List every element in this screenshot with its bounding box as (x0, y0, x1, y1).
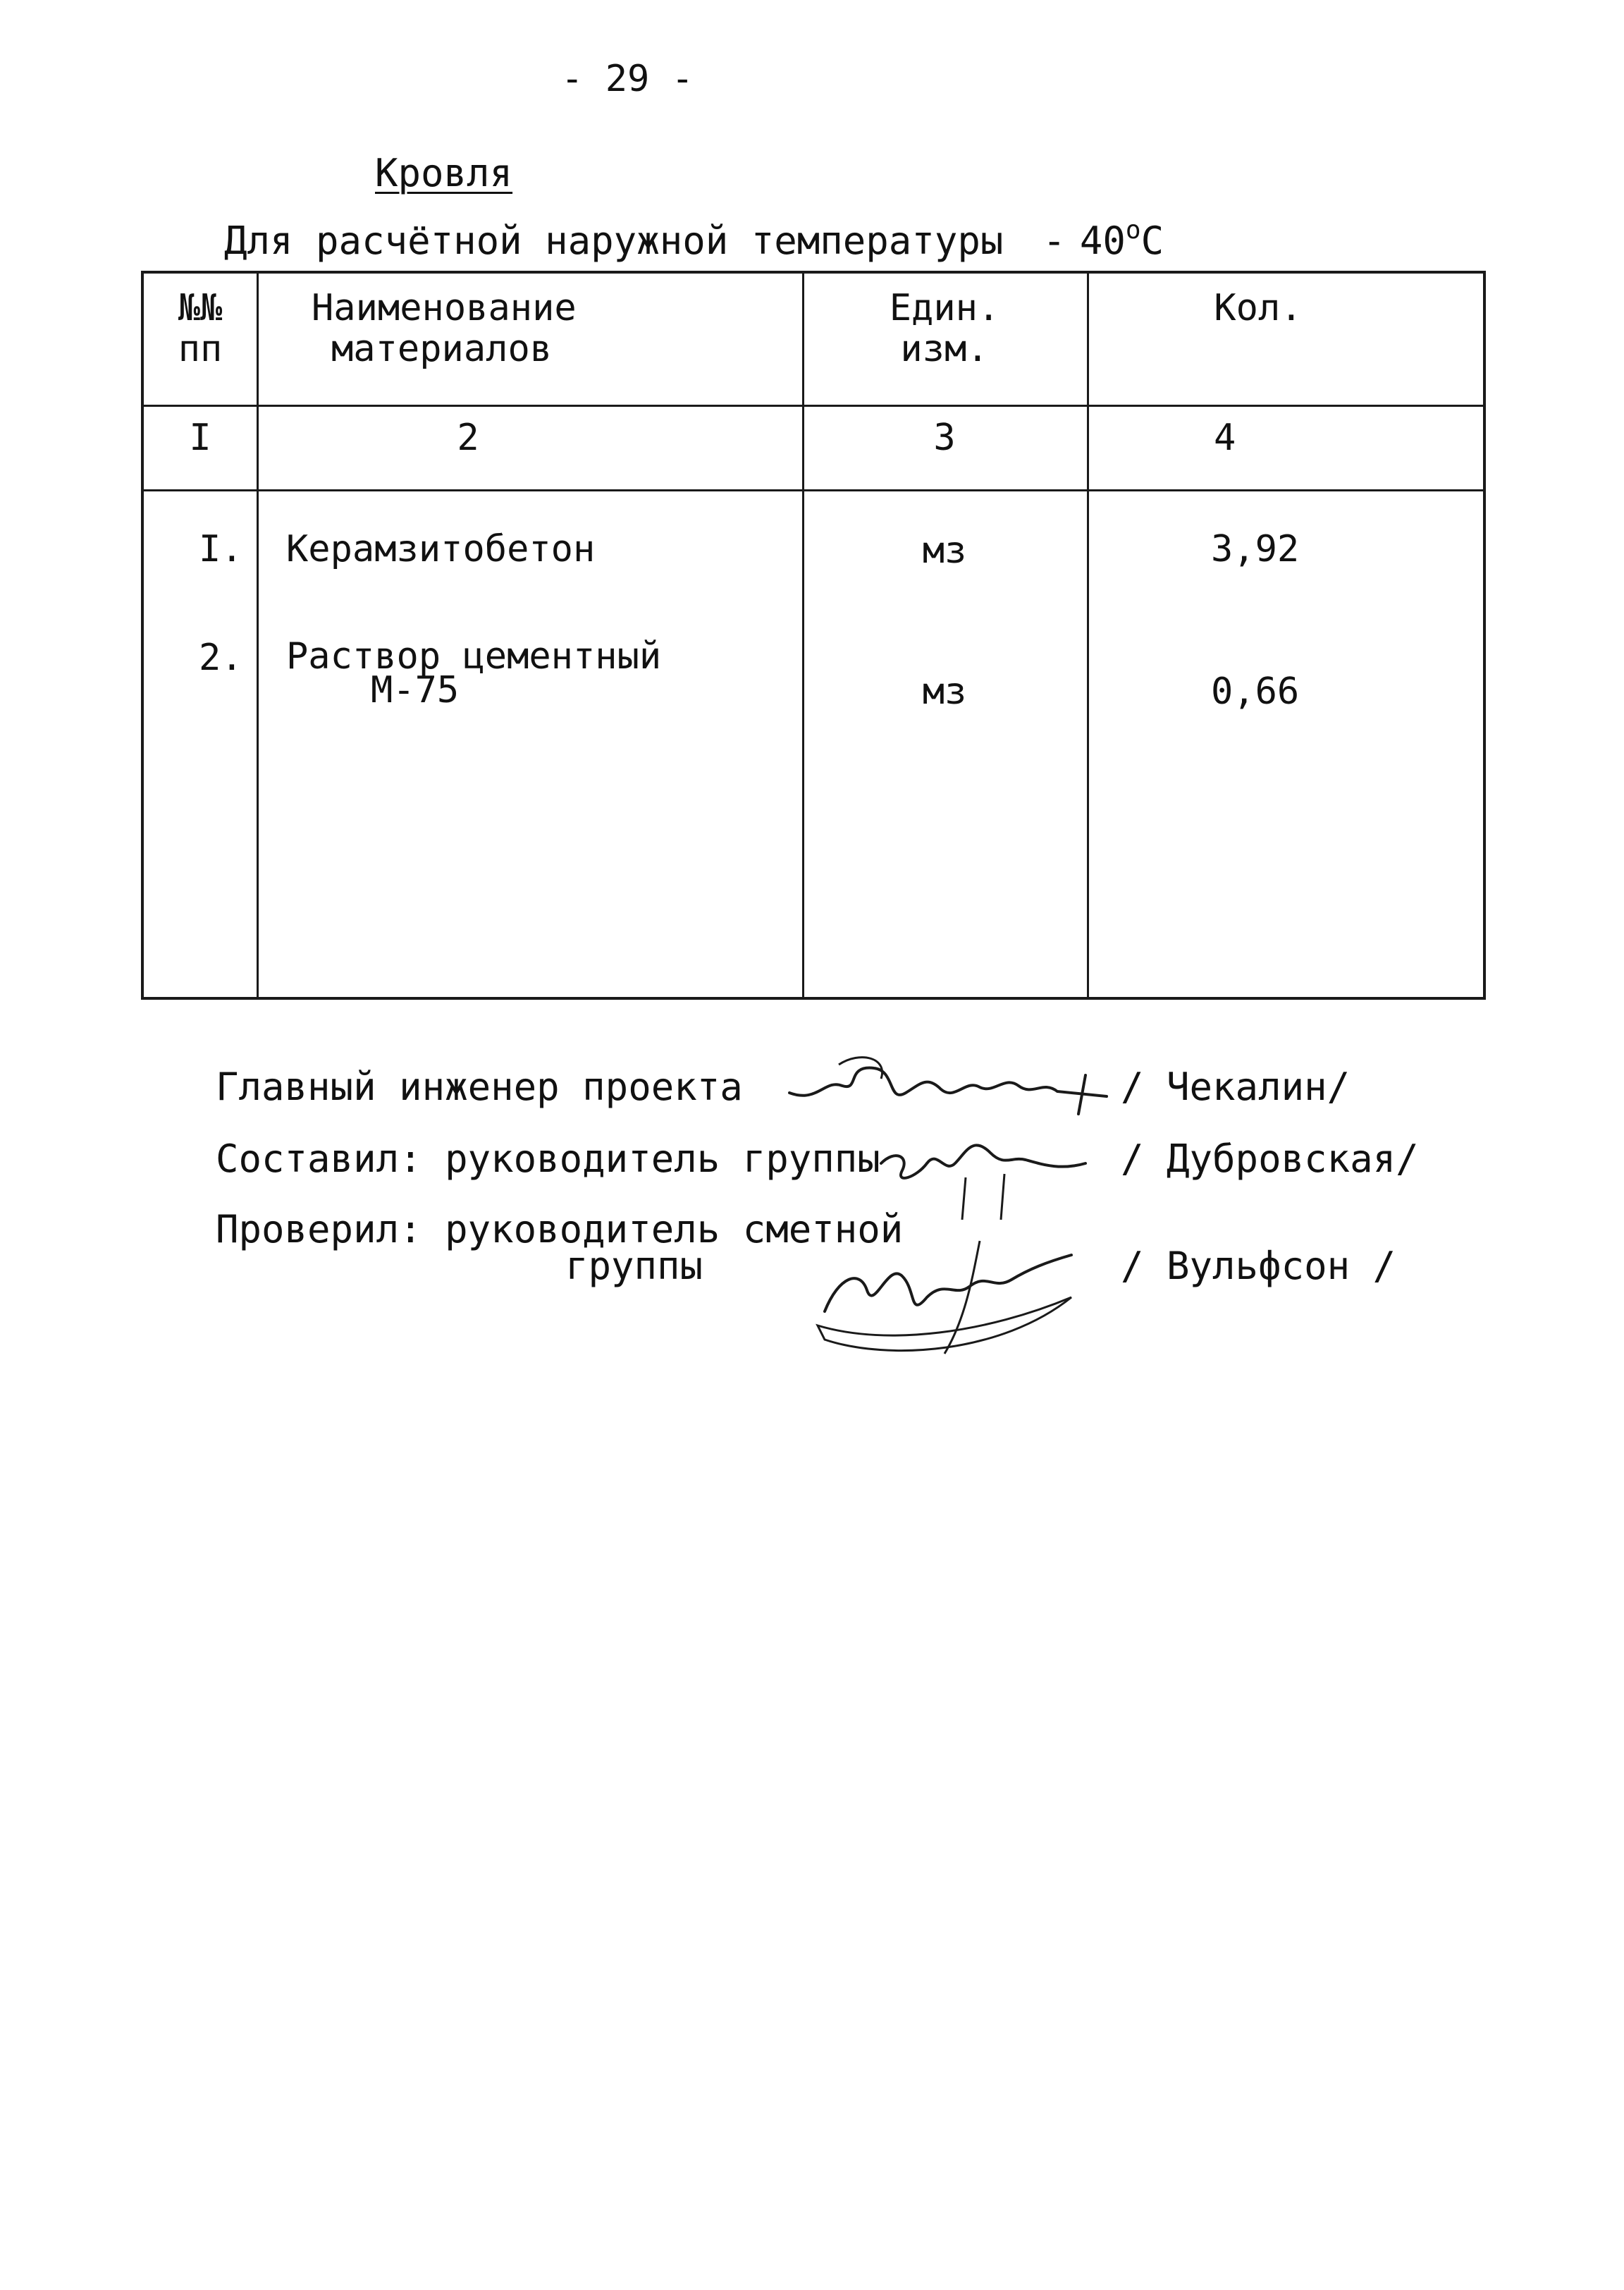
row-number: 2. (199, 637, 243, 679)
header-name-line: материалов (331, 328, 553, 370)
materials-table (141, 271, 1486, 1000)
column-number: 3 (933, 417, 956, 459)
page-number: - 29 - (561, 58, 694, 100)
row-material-name-line: Раствор цементный (286, 635, 662, 678)
header-name-line: Наименование (312, 287, 577, 329)
subheading-text: Для расчётной наружной температуры (224, 219, 1004, 263)
header-name-column (312, 288, 577, 369)
table-divider (802, 274, 804, 997)
header-quantity-line: Кол. (1214, 287, 1303, 329)
chief-engineer-name: / Чекалин/ (1121, 1065, 1351, 1109)
compiled-by-name: / Дубровская/ (1121, 1137, 1419, 1181)
table-divider (257, 274, 259, 997)
row-number: I. (199, 528, 243, 570)
header-number-line: пп (178, 328, 223, 370)
row-unit: мз (922, 671, 967, 713)
row-material-name-line: М-75 (371, 669, 460, 711)
table-divider (144, 489, 1483, 491)
header-number-column (144, 288, 257, 369)
signature-dubrovskaya (867, 1114, 1107, 1227)
row-material-name (286, 636, 661, 711)
column-number: 4 (1214, 417, 1236, 459)
header-unit-line: изм. (900, 328, 989, 370)
row-material-name: Керамзитобетон (286, 528, 596, 570)
table-divider (1087, 274, 1089, 997)
column-number: 2 (457, 417, 479, 459)
row-quantity: 3,92 (1211, 528, 1300, 570)
table-divider (144, 405, 1483, 407)
header-quantity-column (1087, 288, 1486, 329)
subheading-dash: - (1042, 219, 1066, 263)
header-number-line: №№ (178, 287, 223, 329)
document-subheading (224, 216, 1164, 263)
checked-by-label: Проверил: руководитель сметной (216, 1207, 904, 1251)
checked-by-name: / Вульфсон / (1121, 1244, 1396, 1288)
row-quantity: 0,66 (1211, 671, 1300, 713)
temperature-unit: C (1140, 219, 1164, 263)
chief-engineer-label: Главный инженер проекта (216, 1065, 743, 1109)
checked-by-label-line2: группы (565, 1244, 703, 1288)
compiled-by-label: Составил: руководитель группы (216, 1137, 880, 1181)
signature-vulfson (804, 1213, 1114, 1368)
document-heading: Кровля (375, 151, 513, 195)
temperature-value: 40 (1079, 219, 1126, 263)
header-unit-line: Един. (889, 287, 1000, 329)
degree-symbol: o (1125, 216, 1141, 245)
row-unit: мз (922, 529, 967, 572)
column-number: I (189, 417, 211, 459)
